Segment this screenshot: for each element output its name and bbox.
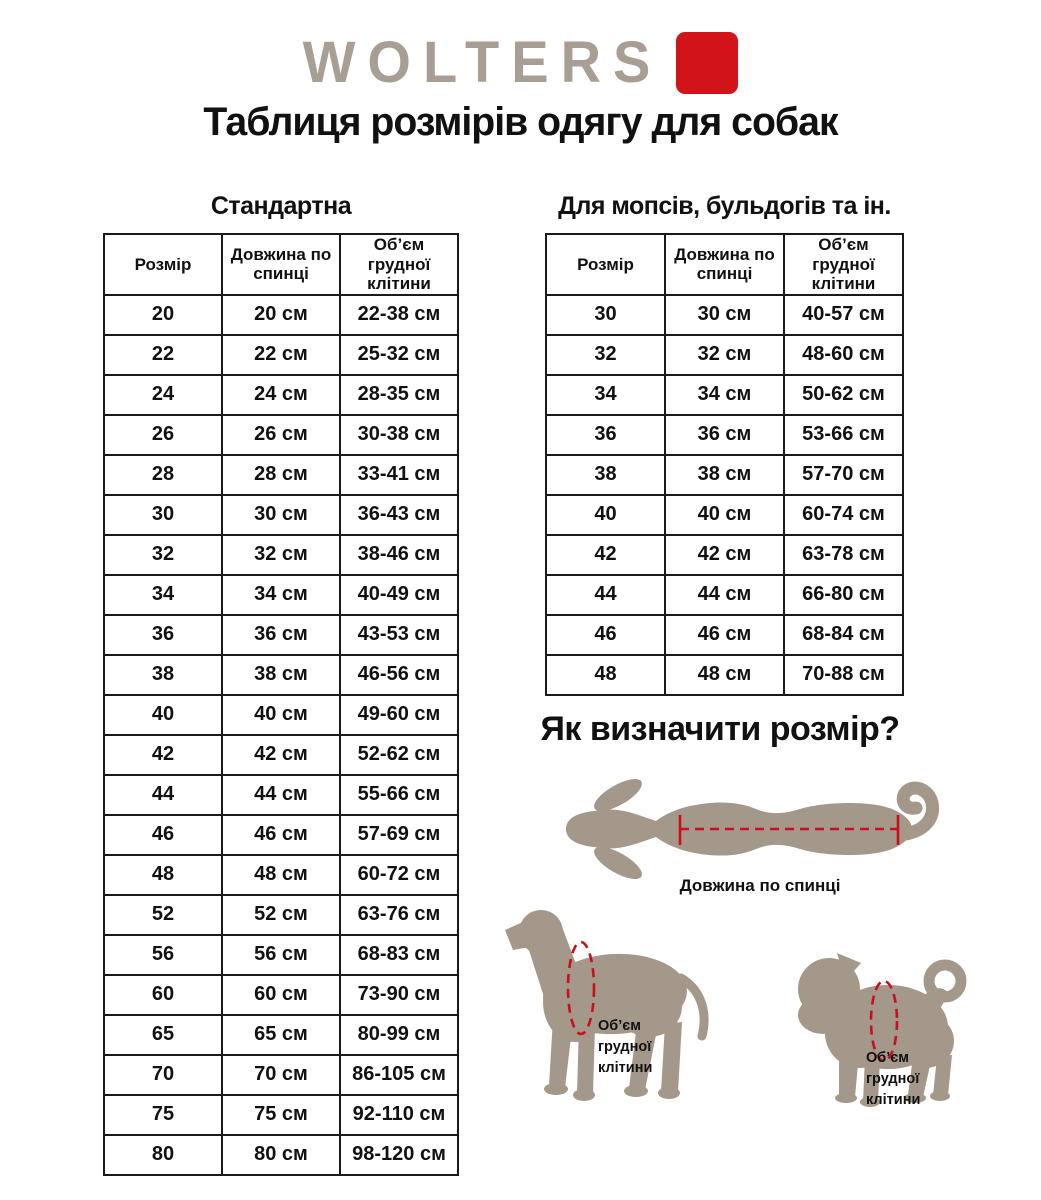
table-cell: 30 см — [222, 495, 340, 535]
table-row — [546, 335, 903, 375]
page-title: Таблиця розмірів одягу для собак — [203, 100, 838, 144]
table-cell: 44 см — [665, 575, 784, 615]
table-cell: 49-60 см — [340, 695, 458, 735]
table-row — [104, 1135, 458, 1175]
table-cell: 20 — [104, 295, 222, 335]
table-cell: 48 — [104, 855, 222, 895]
table-row — [104, 1015, 458, 1055]
dog-top-view-illustration — [560, 770, 960, 888]
table-cell: 46 см — [665, 615, 784, 655]
pugs-sizes-section — [545, 192, 904, 696]
table-cell: 53-66 см — [784, 415, 903, 455]
table-cell: 80-99 см — [340, 1015, 458, 1055]
table-cell: 34 — [104, 575, 222, 615]
brand-red-square-icon — [676, 32, 738, 94]
table-cell: 32 — [104, 535, 222, 575]
table-row — [104, 735, 458, 775]
standard-table-title: Стандартна — [210, 192, 352, 220]
table-cell: 38-46 см — [340, 535, 458, 575]
table-cell: 22 см — [222, 335, 340, 375]
table-cell: 75 — [104, 1095, 222, 1135]
table-cell: 44 — [104, 775, 222, 815]
table-cell: 48 см — [222, 855, 340, 895]
table-row — [104, 935, 458, 975]
table-row — [104, 535, 458, 575]
table-cell: 60 см — [222, 975, 340, 1015]
table-cell: 34 — [546, 375, 665, 415]
table-cell: 40-57 см — [784, 295, 903, 335]
table-row — [104, 775, 458, 815]
table-cell: 42 — [104, 735, 222, 775]
table-cell: 70 — [104, 1055, 222, 1095]
table-cell: 40-49 см — [340, 575, 458, 615]
table-row — [104, 415, 458, 455]
table-row — [104, 375, 458, 415]
table-cell: 48-60 см — [784, 335, 903, 375]
table-cell: 63-76 см — [340, 895, 458, 935]
header-row — [546, 234, 903, 295]
table-cell: 40 — [546, 495, 665, 535]
table-cell: 70 см — [222, 1055, 340, 1095]
table-cell: 57-70 см — [784, 455, 903, 495]
table-cell: 26 см — [222, 415, 340, 455]
chest-girth-label-large-dog: Об’єм грудної клітини — [598, 1018, 653, 1076]
table-cell: 42 — [546, 535, 665, 575]
table-cell: 30 — [546, 295, 665, 335]
table-row — [546, 615, 903, 655]
table-cell: 65 см — [222, 1015, 340, 1055]
table-cell: 36 — [546, 415, 665, 455]
table-cell: 46 — [104, 815, 222, 855]
table-cell: 63-78 см — [784, 535, 903, 575]
table-cell: 34 см — [665, 375, 784, 415]
table-cell: 48 — [546, 655, 665, 695]
table-row — [104, 695, 458, 735]
table-cell: 40 — [104, 695, 222, 735]
table-cell: 33-41 см — [340, 455, 458, 495]
table-row — [104, 575, 458, 615]
table-cell: 52-62 см — [340, 735, 458, 775]
table-row — [104, 855, 458, 895]
column-header: Довжина по спинці — [665, 234, 784, 295]
table-cell: 24 — [104, 375, 222, 415]
table-cell: 26 — [104, 415, 222, 455]
table-cell: 80 — [104, 1135, 222, 1175]
column-header: Об’єм грудної клітини — [784, 234, 903, 295]
table-row — [546, 295, 903, 335]
table-cell: 75 см — [222, 1095, 340, 1135]
table-cell: 80 см — [222, 1135, 340, 1175]
table-row — [546, 655, 903, 695]
table-cell: 44 — [546, 575, 665, 615]
table-cell: 60-72 см — [340, 855, 458, 895]
standard-size-table — [103, 233, 459, 1176]
table-cell: 30-38 см — [340, 415, 458, 455]
table-cell: 32 см — [222, 535, 340, 575]
table-cell: 28 — [104, 455, 222, 495]
brand-logo — [0, 26, 1041, 98]
table-cell: 32 см — [665, 335, 784, 375]
table-cell: 60 — [104, 975, 222, 1015]
table-cell: 32 — [546, 335, 665, 375]
table-row — [104, 455, 458, 495]
table-cell: 86-105 см — [340, 1055, 458, 1095]
table-cell: 30 см — [665, 295, 784, 335]
table-cell: 66-80 см — [784, 575, 903, 615]
table-cell: 28 см — [222, 455, 340, 495]
table-cell: 55-66 см — [340, 775, 458, 815]
table-cell: 24 см — [222, 375, 340, 415]
table-row — [104, 975, 458, 1015]
table-cell: 38 см — [665, 455, 784, 495]
table-cell: 36 см — [222, 615, 340, 655]
pugs-size-table — [545, 233, 904, 696]
table-row — [104, 335, 458, 375]
table-cell: 36 — [104, 615, 222, 655]
table-cell: 57-69 см — [340, 815, 458, 855]
table-cell: 48 см — [665, 655, 784, 695]
table-cell: 22 — [104, 335, 222, 375]
table-row — [104, 495, 458, 535]
table-cell: 60-74 см — [784, 495, 903, 535]
table-row — [546, 535, 903, 575]
table-cell: 98-120 см — [340, 1135, 458, 1175]
table-cell: 68-83 см — [340, 935, 458, 975]
table-cell: 25-32 см — [340, 335, 458, 375]
table-row — [546, 575, 903, 615]
table-cell: 30 — [104, 495, 222, 535]
table-cell: 34 см — [222, 575, 340, 615]
brand-wordmark: WOLTERS — [302, 28, 663, 95]
table-cell: 46-56 см — [340, 655, 458, 695]
table-row — [546, 375, 903, 415]
table-row — [546, 455, 903, 495]
table-cell: 36 см — [665, 415, 784, 455]
table-row — [104, 815, 458, 855]
table-cell: 56 — [104, 935, 222, 975]
table-cell: 38 см — [222, 655, 340, 695]
pugs-table-title: Для мопсів, бульдогів та ін. — [558, 192, 891, 220]
table-row — [104, 1055, 458, 1095]
column-header: Довжина по спинці — [222, 234, 340, 295]
table-cell: 65 — [104, 1015, 222, 1055]
guide-title: Як визначити розмір? — [540, 710, 900, 748]
table-cell: 52 — [104, 895, 222, 935]
table-cell: 42 см — [222, 735, 340, 775]
table-row — [104, 1095, 458, 1135]
header-row — [104, 234, 458, 295]
table-cell: 70-88 см — [784, 655, 903, 695]
table-row — [104, 655, 458, 695]
table-cell: 38 — [546, 455, 665, 495]
column-header: Об’єм грудної клітини — [340, 234, 458, 295]
table-cell: 46 см — [222, 815, 340, 855]
standard-sizes-section — [103, 192, 459, 1176]
column-header: Розмір — [104, 234, 222, 295]
table-row — [546, 495, 903, 535]
table-row — [104, 895, 458, 935]
table-cell: 46 — [546, 615, 665, 655]
table-cell: 20 см — [222, 295, 340, 335]
table-cell: 43-53 см — [340, 615, 458, 655]
table-row — [104, 295, 458, 335]
table-cell: 22-38 см — [340, 295, 458, 335]
table-cell: 40 см — [222, 695, 340, 735]
table-cell: 36-43 см — [340, 495, 458, 535]
table-row — [546, 415, 903, 455]
table-cell: 50-62 см — [784, 375, 903, 415]
table-cell: 44 см — [222, 775, 340, 815]
chest-girth-label-pug: Об’єм грудної клітини — [866, 1050, 921, 1108]
table-row — [104, 615, 458, 655]
table-cell: 40 см — [665, 495, 784, 535]
column-header: Розмір — [546, 234, 665, 295]
table-cell: 38 — [104, 655, 222, 695]
table-cell: 42 см — [665, 535, 784, 575]
table-cell: 73-90 см — [340, 975, 458, 1015]
table-cell: 92-110 см — [340, 1095, 458, 1135]
table-cell: 28-35 см — [340, 375, 458, 415]
back-length-label: Довжина по спинці — [679, 876, 841, 895]
table-cell: 56 см — [222, 935, 340, 975]
table-cell: 52 см — [222, 895, 340, 935]
table-cell: 68-84 см — [784, 615, 903, 655]
